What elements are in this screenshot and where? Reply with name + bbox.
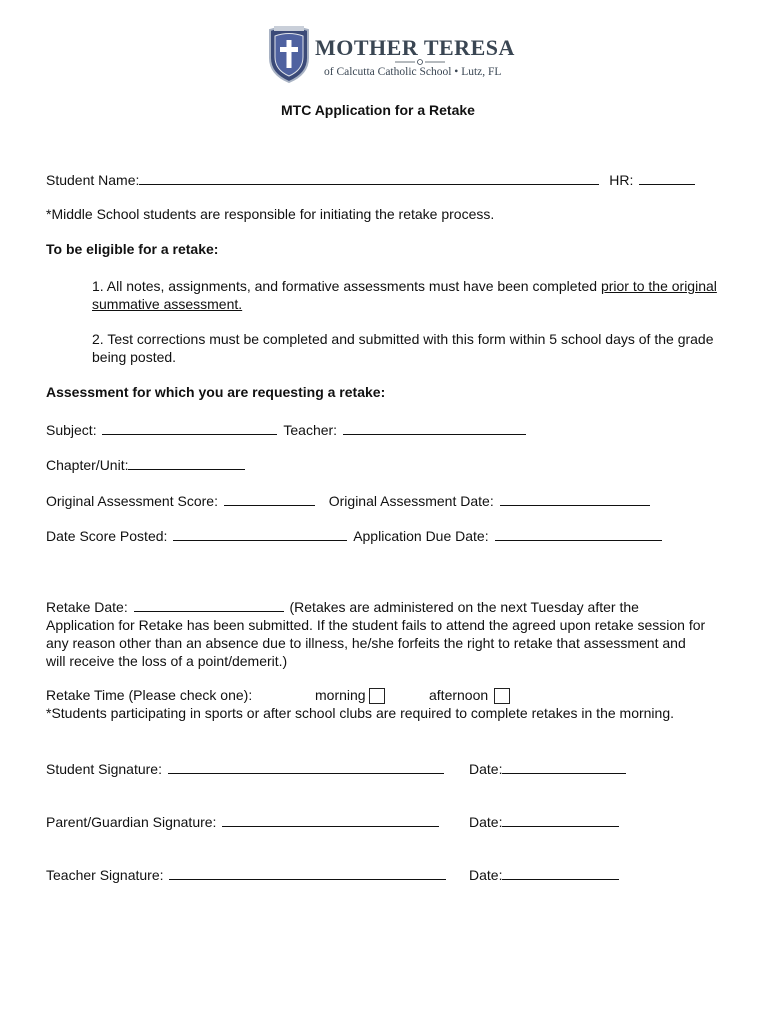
orig-date-field[interactable]: [500, 492, 650, 506]
orig-score-field[interactable]: [224, 492, 315, 506]
teacher-signature-row: [46, 866, 446, 884]
teacher-field[interactable]: [343, 421, 526, 435]
subject-field[interactable]: [102, 421, 277, 435]
due-date-label: Application Due Date:: [353, 528, 489, 544]
parent-date-label: Date:: [469, 814, 503, 830]
orig-score-label: Original Assessment Score:: [46, 493, 218, 509]
school-name: MOTHER TERESA: [315, 35, 515, 60]
original-score-date-row: [46, 492, 650, 510]
parent-signature-row: [46, 813, 439, 831]
form-title: MTC Application for a Retake: [281, 102, 475, 118]
middle-school-note: *Middle School students are responsible for initiating the retake process.: [46, 206, 495, 222]
afternoon-option: [429, 687, 510, 704]
subject-label: Subject:: [46, 422, 97, 438]
student-date-label: Date:: [469, 761, 503, 777]
morning-label: morning: [315, 687, 366, 703]
retake-time-label: Retake Time (Please check one):: [46, 687, 253, 703]
school-subtitle: of Calcutta Catholic School • Lutz, FL: [324, 66, 502, 78]
teacher-signature-label: Teacher Signature:: [46, 867, 164, 883]
morning-option: [315, 687, 385, 704]
eligibility-item-2: 2. Test corrections must be completed and submitted with this form within 5 school days of the grade being posted.: [92, 331, 714, 365]
retake-date-note-first: (Retakes are administered on the next Tuesday after the: [289, 599, 639, 615]
student-name-field[interactable]: [139, 171, 599, 185]
parent-date-field[interactable]: [502, 813, 619, 827]
retake-date-label: Retake Date:: [46, 599, 128, 615]
retake-time-row: [46, 687, 252, 704]
eligibility-heading: To be eligible for a retake:: [46, 241, 219, 257]
chapter-label: Chapter/Unit:: [46, 457, 129, 473]
student-signature-row: [46, 760, 444, 778]
afternoon-checkbox[interactable]: [494, 688, 510, 704]
hr-label: HR:: [609, 172, 634, 188]
retake-date-note: Application for Retake has been submitted. If the student fails to attend the agreed upon retake session for any reason other than an absence due to illness, he/she forfeits the right to retake that assessment and will receive the loss of a point/demerit.): [46, 617, 706, 669]
posted-due-date-row: [46, 527, 662, 545]
teacher-date-field[interactable]: [502, 866, 619, 880]
teacher-label: Teacher:: [283, 422, 338, 438]
chapter-field[interactable]: [128, 456, 245, 470]
ornament-divider: [395, 58, 445, 66]
parent-signature-field[interactable]: [222, 813, 439, 827]
chapter-row: [46, 456, 245, 474]
parent-date-row: [469, 813, 619, 831]
retake-date-field[interactable]: [134, 598, 284, 612]
morning-checkbox[interactable]: [369, 688, 385, 704]
student-name-row: [46, 171, 695, 189]
retake-date-row: [46, 598, 639, 616]
afternoon-label: afternoon: [429, 687, 489, 703]
teacher-date-row: [469, 866, 619, 884]
date-posted-field[interactable]: [173, 527, 347, 541]
student-date-row: [469, 760, 626, 778]
subject-teacher-row: [46, 421, 526, 439]
eligibility-item-1-underlined: prior to the original summative assessment.: [92, 278, 717, 312]
student-signature-field[interactable]: [168, 760, 444, 774]
assessment-heading: Assessment for which you are requesting a retake:: [46, 384, 386, 400]
teacher-date-label: Date:: [469, 867, 503, 883]
eligibility-item-1: [92, 277, 722, 313]
student-name-label: Student Name:: [46, 172, 140, 188]
school-crest-logo: [266, 24, 312, 84]
parent-signature-label: Parent/Guardian Signature:: [46, 814, 217, 830]
sports-note: *Students participating in sports or after school clubs are required to complete retakes in the morning.: [46, 705, 674, 721]
student-date-field[interactable]: [502, 760, 626, 774]
due-date-field[interactable]: [495, 527, 662, 541]
date-posted-label: Date Score Posted:: [46, 528, 168, 544]
student-signature-label: Student Signature:: [46, 761, 162, 777]
teacher-signature-field[interactable]: [169, 866, 446, 880]
eligibility-item-1-text: 1. All notes, assignments, and formative assessments must have been completed: [92, 278, 601, 294]
orig-date-label: Original Assessment Date:: [328, 493, 494, 509]
hr-field[interactable]: [639, 171, 695, 185]
